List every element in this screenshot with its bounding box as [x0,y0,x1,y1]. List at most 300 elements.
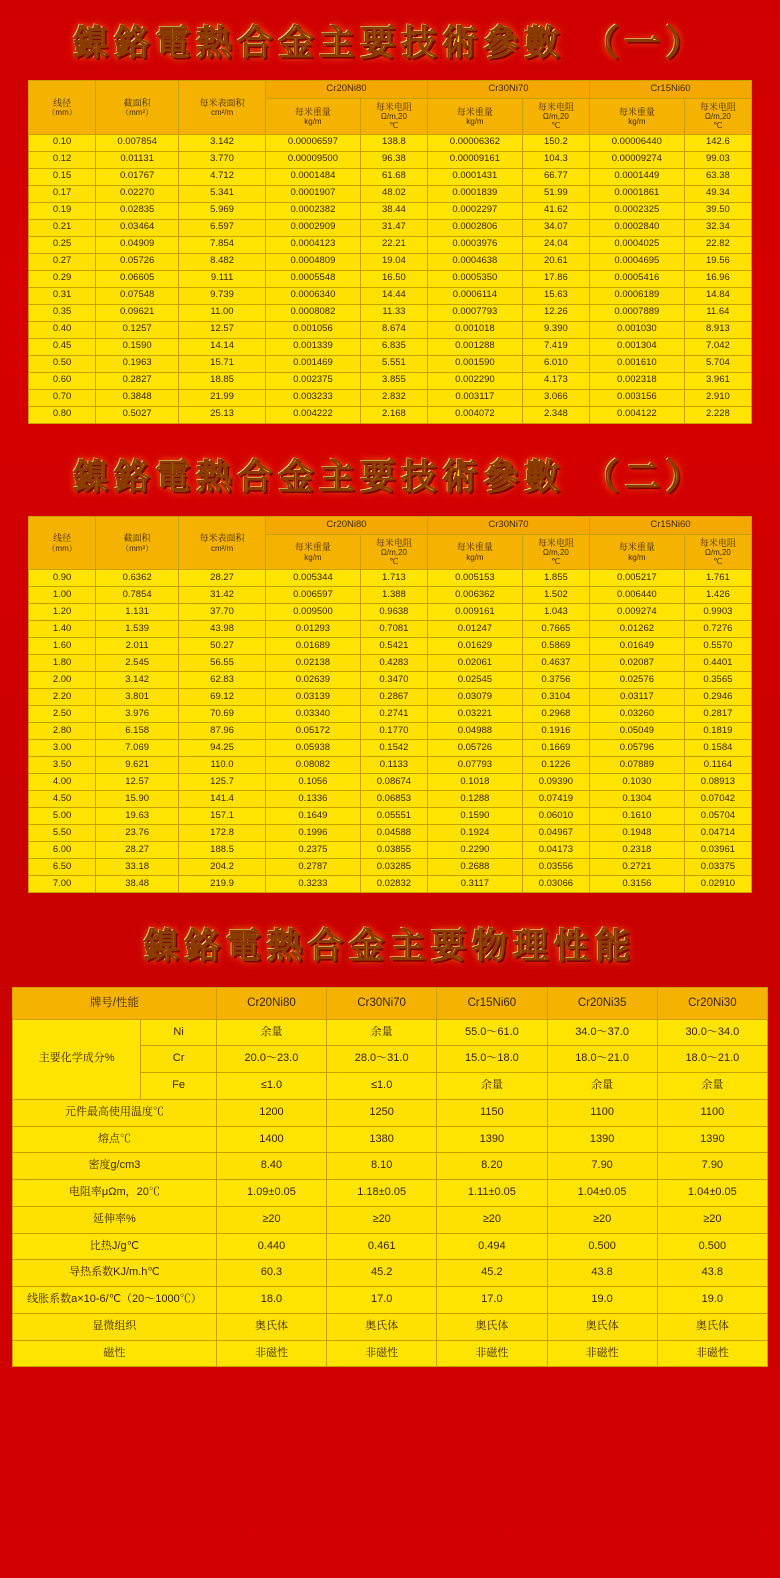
table-cell: 1390 [657,1126,767,1153]
row-label-element: Cr [141,1046,217,1073]
table-cell: 0.02832 [360,876,427,893]
table-row [29,723,752,740]
table-cell: 0.2817 [684,706,751,723]
table-cell: 0.0001431 [427,168,522,185]
table-cell: 5.704 [684,355,751,372]
table-cell: 18.85 [179,372,266,389]
row-label-property: 密度g/cm3 [13,1153,217,1180]
cell-wire-diameter: 2.00 [29,672,96,689]
table-cell: 0.05796 [589,740,684,757]
table-cell: 34.07 [522,219,589,236]
table-row [13,1287,768,1314]
table-cell: 7.069 [96,740,179,757]
table-cell: 0.494 [437,1233,547,1260]
cell-wire-diameter: 0.25 [29,236,96,253]
table-cell: 0.1819 [684,723,751,740]
table-cell: 0.07419 [522,791,589,808]
table-cell: 1.131 [96,604,179,621]
th-weight-per-m-2: 每米重量 kg/m [427,534,522,570]
table-cell: 0.05049 [589,723,684,740]
row-label-property: 电阻率μΩm，20℃ [13,1180,217,1207]
table-cell: 9.390 [522,321,589,338]
table-row [13,1233,768,1260]
table-cell: 0.0002297 [427,202,522,219]
cell-wire-diameter: 3.00 [29,740,96,757]
table-cell: 0.1257 [96,321,179,338]
table-cell: 0.5421 [360,638,427,655]
cell-wire-diameter: 0.17 [29,185,96,202]
table-cell: 3.855 [360,372,427,389]
table-row [29,774,752,791]
cell-wire-diameter: 5.50 [29,825,96,842]
table-row [29,389,752,406]
table-cell: 0.2968 [522,706,589,723]
row-label-property: 熔点℃ [13,1126,217,1153]
table-cell: 0.02138 [266,655,361,672]
section-3-header [0,893,780,987]
th-surface-area: 每米表面积 cm²/m [179,81,266,135]
table-cell: 55.0～61.0 [437,1019,547,1046]
table-cell: 5.551 [360,355,427,372]
table-cell: 0.2688 [427,859,522,876]
table-cell: 24.04 [522,236,589,253]
table-cell: 8.674 [360,321,427,338]
th-group-cr20ni80: Cr20Ni80 [266,81,428,99]
table-cell: 0.005344 [266,570,361,587]
table-cell: 23.76 [96,825,179,842]
table-cell: 0.3565 [684,672,751,689]
table-cell: 2.168 [360,406,427,423]
table-cell: 8.20 [437,1153,547,1180]
technical-params-table-2 [28,516,752,894]
table-cell: 0.03260 [589,706,684,723]
table-cell: 0.07548 [96,287,179,304]
table-cell: 0.3104 [522,689,589,706]
table-cell: 0.03375 [684,859,751,876]
table-cell: 0.0007793 [427,304,522,321]
table-1-body [29,134,752,423]
table-cell: 非磁性 [657,1340,767,1367]
table-cell: 0.03221 [427,706,522,723]
properties-table-body [13,1019,768,1367]
table-cell: 1250 [327,1099,437,1126]
table-cell: 2.228 [684,406,751,423]
table-cell: 0.0001907 [266,185,361,202]
table-cell: 0.0004025 [589,236,684,253]
table-cell: 15.0～18.0 [437,1046,547,1073]
table-cell: 0.04988 [427,723,522,740]
table-row [13,1206,768,1233]
table-cell: 0.00006362 [427,134,522,151]
table-cell: 0.04909 [96,236,179,253]
table-cell: 0.2827 [96,372,179,389]
table-cell: 17.0 [327,1287,437,1314]
cell-wire-diameter: 1.20 [29,604,96,621]
table-cell: ≥20 [547,1206,657,1233]
table-cell: ≥20 [216,1206,326,1233]
table-cell: 5.969 [179,202,266,219]
table-cell: 0.1304 [589,791,684,808]
table-cell: 0.02835 [96,202,179,219]
table-cell: 0.1226 [522,757,589,774]
table-cell: 0.5869 [522,638,589,655]
table-row [13,1099,768,1126]
table-cell: 0.04967 [522,825,589,842]
table-cell: 0.00006440 [589,134,684,151]
table-cell: 1.502 [522,587,589,604]
table-cell: ≤1.0 [216,1073,326,1100]
table-cell: 1.09±0.05 [216,1180,326,1207]
table-cell: 16.50 [360,270,427,287]
table-cell: 1.713 [360,570,427,587]
table-cell: 0.2867 [360,689,427,706]
table-cell: 2.832 [360,389,427,406]
table-row [29,876,752,893]
th-weight-per-m-2: 每米重量 kg/m [427,98,522,134]
table-cell: 0.001018 [427,321,522,338]
table-cell: 12.26 [522,304,589,321]
table-2-body [29,570,752,893]
table-1-head-row-1 [29,81,752,99]
table-cell: 非磁性 [437,1340,547,1367]
table-row [13,1260,768,1287]
table-cell: 104.3 [522,151,589,168]
table-cell: 15.63 [522,287,589,304]
table-cell: 0.2787 [266,859,361,876]
table-cell: 0.003117 [427,389,522,406]
table-cell: 63.38 [684,168,751,185]
table-cell: 0.1924 [427,825,522,842]
table-row [29,219,752,236]
table-cell: 0.5570 [684,638,751,655]
row-label-property: 延伸率% [13,1206,217,1233]
table-cell: 87.96 [179,723,266,740]
th-resistance-per-m-2: 每米电阻 Ω/m,20 ℃ [522,98,589,134]
table-cell: 37.70 [179,604,266,621]
table-row [29,672,752,689]
th-resistance-per-m-1: 每米电阻 Ω/m,20 ℃ [360,534,427,570]
table-cell: 62.83 [179,672,266,689]
table-cell: 0.004072 [427,406,522,423]
cell-wire-diameter: 0.21 [29,219,96,236]
table-cell: 8.40 [216,1153,326,1180]
table-cell: 0.03139 [266,689,361,706]
table-cell: 0.1916 [522,723,589,740]
table-cell: 43.98 [179,621,266,638]
th-group-cr20ni80: Cr20Ni80 [266,516,428,534]
table-cell: 19.56 [684,253,751,270]
table-cell: 9.621 [96,757,179,774]
table-cell: 0.01649 [589,638,684,655]
cell-wire-diameter: 1.00 [29,587,96,604]
table-cell: 28.27 [179,570,266,587]
table-row [29,825,752,842]
cell-wire-diameter: 0.90 [29,570,96,587]
table-cell: 0.001030 [589,321,684,338]
table-cell: 0.06853 [360,791,427,808]
cell-wire-diameter: 0.29 [29,270,96,287]
th-resistance-per-m-3: 每米电阻 Ω/m,20 ℃ [684,98,751,134]
table-cell: 7.90 [547,1153,657,1180]
table-cell: 0.002375 [266,372,361,389]
table-cell: 18.0～21.0 [657,1046,767,1073]
table-cell: 非磁性 [216,1340,326,1367]
table-cell: 69.12 [179,689,266,706]
table-row [29,287,752,304]
table-cell: 1200 [216,1099,326,1126]
table-cell: 0.03855 [360,842,427,859]
th-surface-area: 每米表面积 cm²/m [179,516,266,570]
table-cell: 21.99 [179,389,266,406]
row-label-property: 线胀系数a×10-6/℃（20～1000℃） [13,1287,217,1314]
table-cell: 0.03961 [684,842,751,859]
table-cell: 奥氏体 [216,1313,326,1340]
table-cell: 2.910 [684,389,751,406]
table-cell: 0.0008082 [266,304,361,321]
table-cell: 0.1542 [360,740,427,757]
table-cell: 125.7 [179,774,266,791]
cell-wire-diameter: 0.45 [29,338,96,355]
cell-wire-diameter: 4.50 [29,791,96,808]
table-cell: 0.7276 [684,621,751,638]
table-cell: 0.001590 [427,355,522,372]
table-cell: 0.9638 [360,604,427,621]
table-cell: 0.05704 [684,808,751,825]
table-row [29,587,752,604]
table-cell: 0.0006340 [266,287,361,304]
row-label-property: 显微组织 [13,1313,217,1340]
table-cell: 0.01689 [266,638,361,655]
table-cell: 6.835 [360,338,427,355]
table-cell: 1.761 [684,570,751,587]
table-cell: 0.0002909 [266,219,361,236]
table-cell: 0.00009500 [266,151,361,168]
table-cell: 56.55 [179,655,266,672]
table-row [29,655,752,672]
th-alloy-grade: Cr15Ni60 [437,988,547,1019]
table-cell: 4.712 [179,168,266,185]
table-cell: 0.1056 [266,774,361,791]
table-cell: 25.13 [179,406,266,423]
th-group-cr30ni70: Cr30Ni70 [427,516,589,534]
table-row [29,304,752,321]
table-cell: 0.001339 [266,338,361,355]
table-cell: 0.1649 [266,808,361,825]
th-alloy-grade: Cr20Ni30 [657,988,767,1019]
cell-wire-diameter: 0.10 [29,134,96,151]
cell-wire-diameter: 0.31 [29,287,96,304]
cell-wire-diameter: 0.35 [29,304,96,321]
table-row [29,338,752,355]
table-cell: 0.7854 [96,587,179,604]
table-cell: 0.4637 [522,655,589,672]
table-cell: 1400 [216,1126,326,1153]
table-cell: 0.001056 [266,321,361,338]
table-cell: 余量 [547,1073,657,1100]
th-weight-per-m-3: 每米重量 kg/m [589,98,684,134]
table-row [29,185,752,202]
table-cell: 0.0002840 [589,219,684,236]
cell-wire-diameter: 0.80 [29,406,96,423]
table-cell: 0.003156 [589,389,684,406]
cell-wire-diameter: 0.15 [29,168,96,185]
th-group-cr15ni60: Cr15Ni60 [589,516,751,534]
table-cell: 7.90 [657,1153,767,1180]
table-cell: 2.011 [96,638,179,655]
table-cell: 0.001469 [266,355,361,372]
table-cell: 0.0004123 [266,236,361,253]
table-cell: 0.009500 [266,604,361,621]
row-label-element: Ni [141,1019,217,1046]
table-cell: 0.7665 [522,621,589,638]
table-cell: 0.08082 [266,757,361,774]
table-cell: 6.597 [179,219,266,236]
table-cell: 15.71 [179,355,266,372]
table-cell: 6.010 [522,355,589,372]
table-cell: ≤1.0 [327,1073,437,1100]
table-row [29,202,752,219]
table-cell: 219.9 [179,876,266,893]
table-cell: 0.1030 [589,774,684,791]
table-cell: 0.3156 [589,876,684,893]
table-cell: 0.3848 [96,389,179,406]
table-2-head-row-1 [29,516,752,534]
table-cell: 0.440 [216,1233,326,1260]
table-cell: 余量 [657,1073,767,1100]
cell-wire-diameter: 2.20 [29,689,96,706]
table-cell: 3.961 [684,372,751,389]
table-cell: 0.2318 [589,842,684,859]
table-row [29,706,752,723]
table-cell: 30.0～34.0 [657,1019,767,1046]
th-group-cr15ni60: Cr15Ni60 [589,81,751,99]
table-cell: 20.61 [522,253,589,270]
table-cell: 1.388 [360,587,427,604]
table-cell: 19.0 [547,1287,657,1314]
cell-wire-diameter: 6.50 [29,859,96,876]
table-cell: 余量 [327,1019,437,1046]
table-cell: 39.50 [684,202,751,219]
table-cell: 1.11±0.05 [437,1180,547,1207]
cell-wire-diameter: 1.40 [29,621,96,638]
table-cell: 19.63 [96,808,179,825]
cell-wire-diameter: 0.70 [29,389,96,406]
table-cell: 0.07793 [427,757,522,774]
table-cell: 0.3233 [266,876,361,893]
cell-wire-diameter: 0.19 [29,202,96,219]
table-row [29,791,752,808]
table-cell: 0.03079 [427,689,522,706]
table-cell: 3.142 [96,672,179,689]
physical-properties-table [12,987,768,1367]
table-row [29,253,752,270]
table-cell: 43.8 [547,1260,657,1287]
table-cell: 0.2375 [266,842,361,859]
table-cell: 余量 [437,1073,547,1100]
cell-wire-diameter: 0.27 [29,253,96,270]
table-cell: 0.03117 [589,689,684,706]
properties-header-row [13,988,768,1019]
table-cell: 0.007854 [96,134,179,151]
table-cell: 0.1018 [427,774,522,791]
table-cell: 204.2 [179,859,266,876]
table-cell: 1150 [437,1099,547,1126]
table-cell: 0.0001449 [589,168,684,185]
table-row [29,355,752,372]
table-cell: 0.04588 [360,825,427,842]
table-cell: 0.1610 [589,808,684,825]
table-cell: 0.0007889 [589,304,684,321]
table-cell: 1.855 [522,570,589,587]
table-1-head [29,81,752,135]
table-cell: 48.02 [360,185,427,202]
table-row [29,808,752,825]
table-cell: 0.02576 [589,672,684,689]
table-cell: 0.0004638 [427,253,522,270]
table-cell: 0.1590 [96,338,179,355]
table-cell: 1.043 [522,604,589,621]
table-cell: ≥20 [657,1206,767,1233]
table-cell: 0.1963 [96,355,179,372]
table-row [29,638,752,655]
table-cell: 0.02545 [427,672,522,689]
cell-wire-diameter: 1.80 [29,655,96,672]
table-cell: 0.004122 [589,406,684,423]
cell-wire-diameter: 2.50 [29,706,96,723]
table-cell: 非磁性 [327,1340,437,1367]
table-cell: 0.0001839 [427,185,522,202]
table-cell: 0.0003976 [427,236,522,253]
table-cell: 0.006440 [589,587,684,604]
cell-wire-diameter: 0.60 [29,372,96,389]
table-cell: 142.6 [684,134,751,151]
table-cell: 0.08674 [360,774,427,791]
table-cell: 0.05938 [266,740,361,757]
table-cell: 0.7081 [360,621,427,638]
table-cell: 188.5 [179,842,266,859]
th-section-area: 截面积 （mm²） [96,516,179,570]
properties-table-head [13,988,768,1019]
table-cell: 0.05172 [266,723,361,740]
table-cell: 0.0001861 [589,185,684,202]
table-cell: 0.2721 [589,859,684,876]
table-row [29,570,752,587]
table-row [29,859,752,876]
table-cell: 0.0002382 [266,202,361,219]
table-cell: 奥氏体 [547,1313,657,1340]
table-cell: 172.8 [179,825,266,842]
table-cell: ≥20 [437,1206,547,1233]
table-cell: 0.0002806 [427,219,522,236]
table-cell: 0.0006114 [427,287,522,304]
table-cell: 0.4401 [684,655,751,672]
table-cell: 9.111 [179,270,266,287]
table-cell: 17.0 [437,1287,547,1314]
table-cell: 7.854 [179,236,266,253]
table-cell: 0.5027 [96,406,179,423]
table-cell: 50.27 [179,638,266,655]
table-cell: 0.05726 [96,253,179,270]
table-cell: 1390 [547,1126,657,1153]
table-cell: 0.1336 [266,791,361,808]
table-cell: 33.18 [96,859,179,876]
table-row [29,321,752,338]
table-row [29,842,752,859]
table-cell: 8.10 [327,1153,437,1180]
table-cell: 0.0005548 [266,270,361,287]
table-cell: 0.03066 [522,876,589,893]
table-cell: 0.01767 [96,168,179,185]
